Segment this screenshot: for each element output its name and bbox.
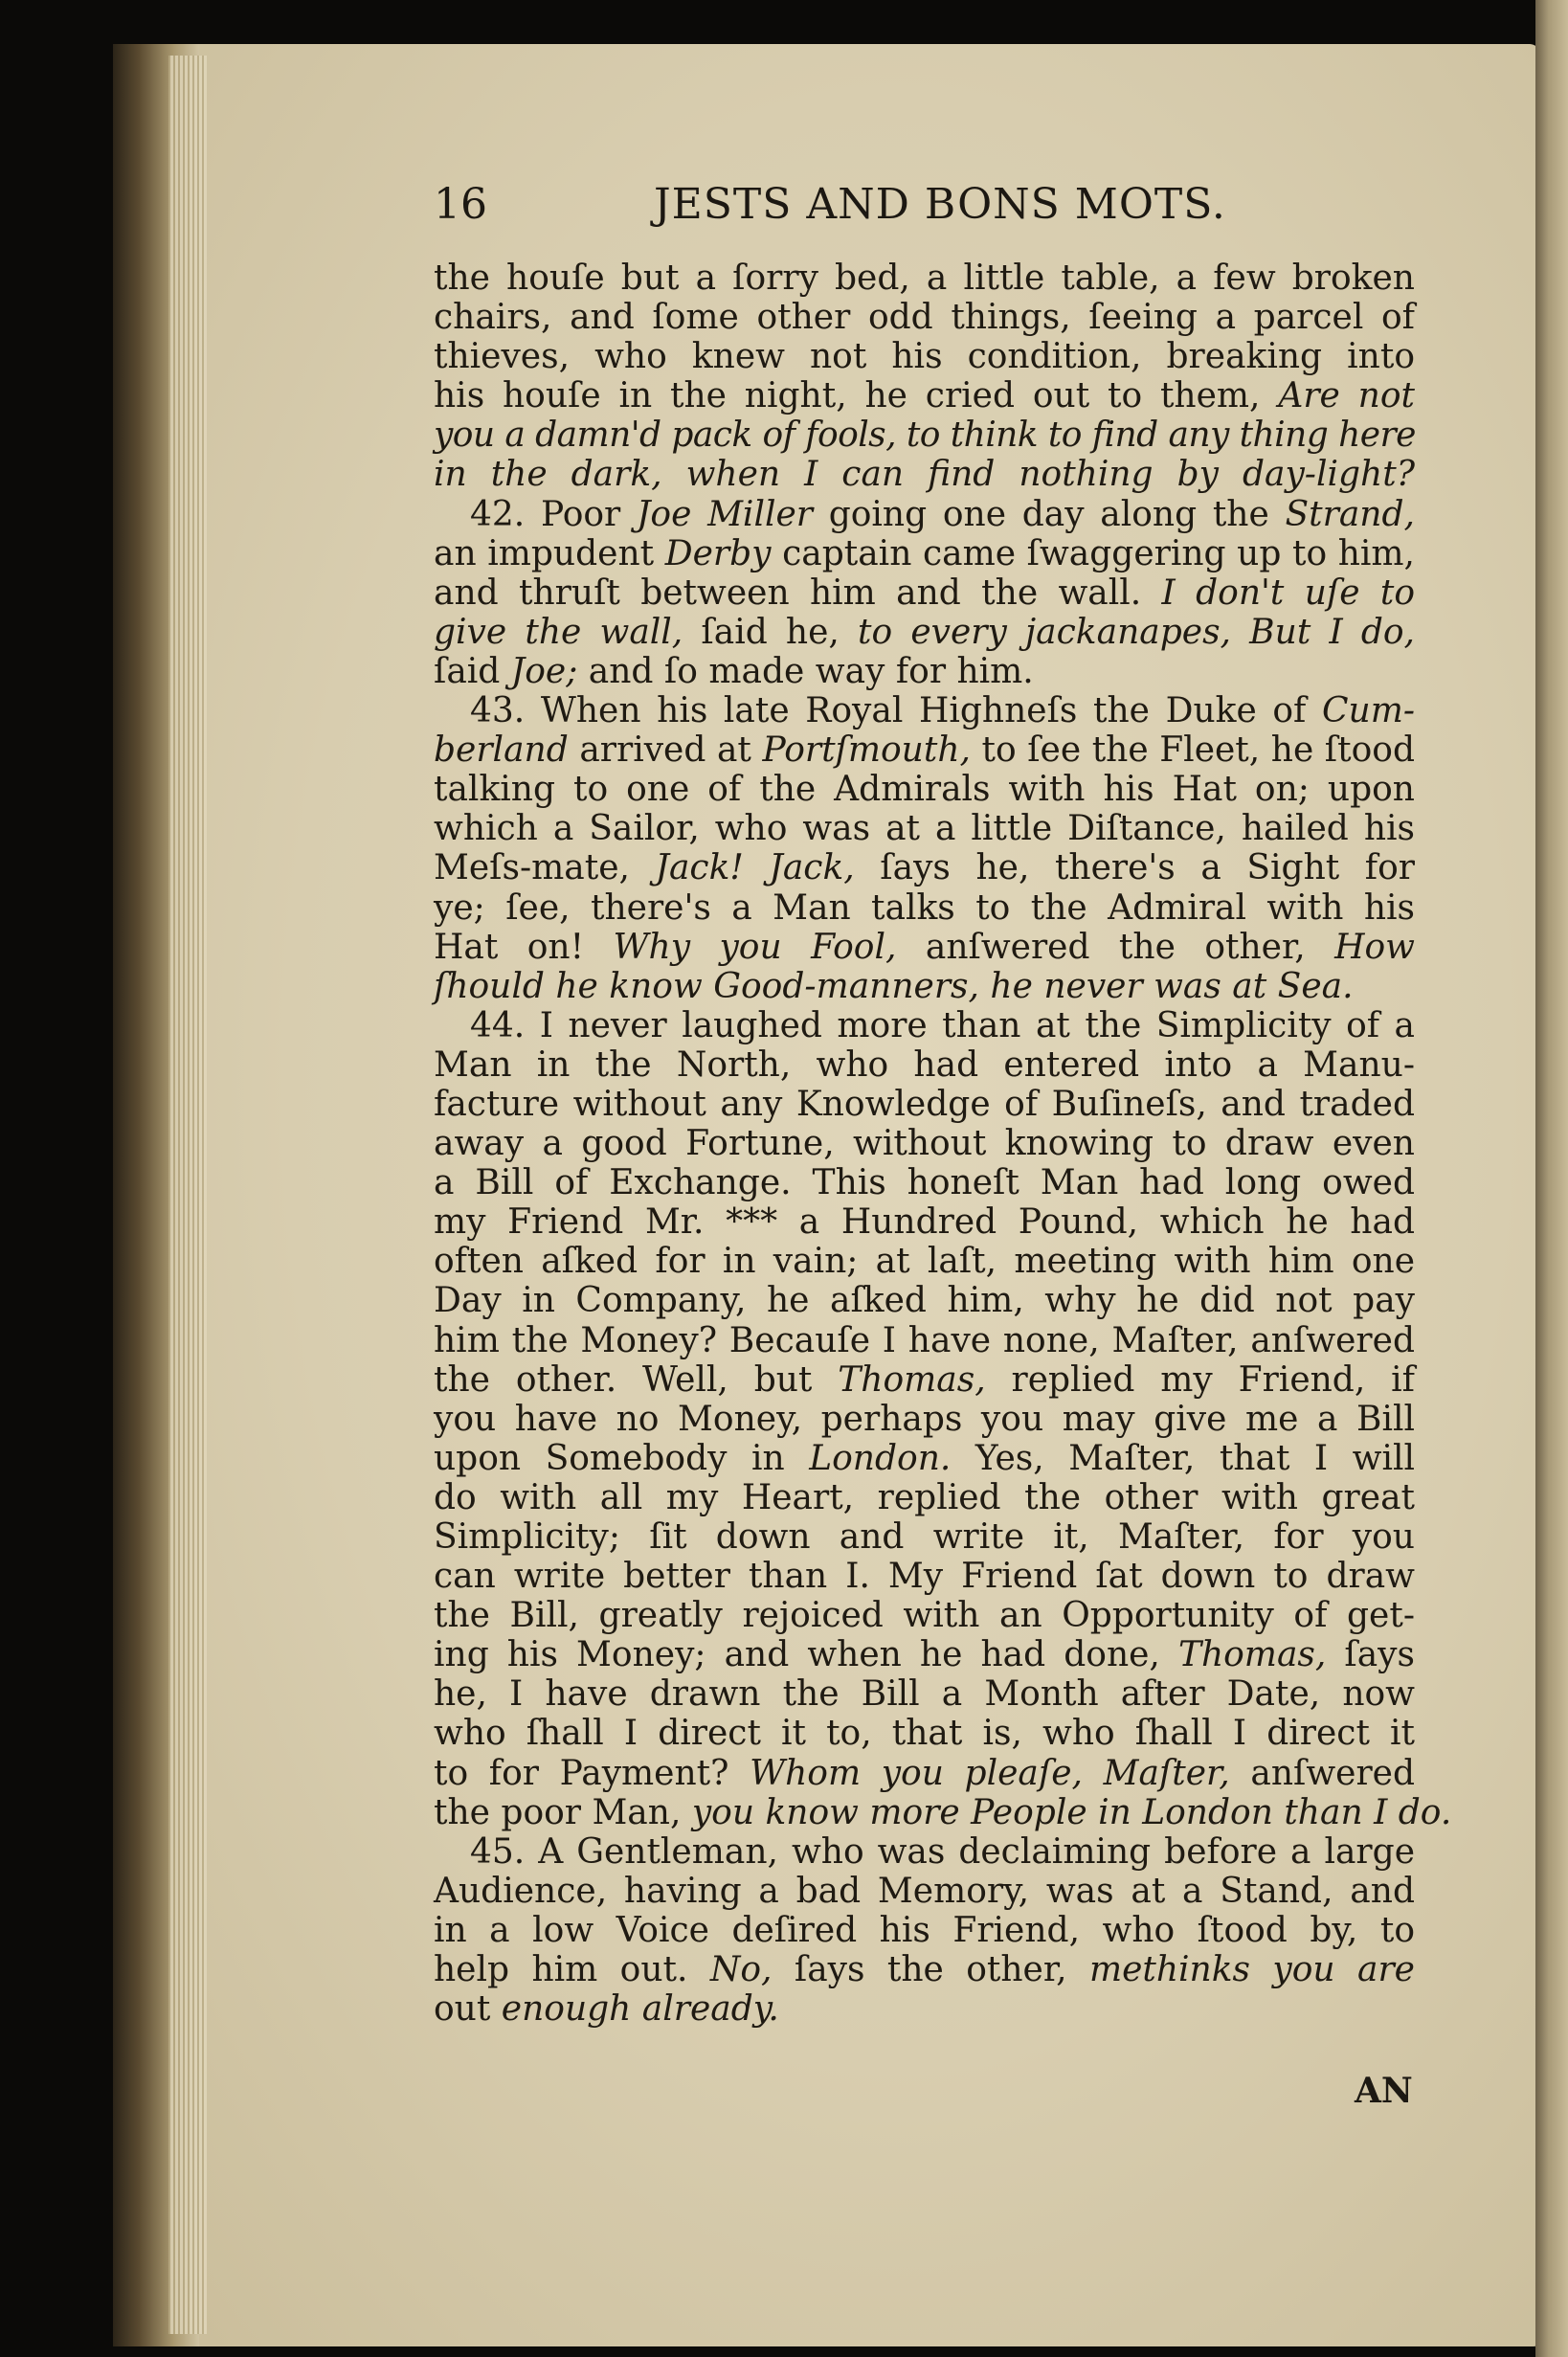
roman-text: Simplicity; ſit down and write it, Maſter, for you — [434, 1517, 1415, 1557]
roman-text: ye; ſee, there's a Man talks to the Admiral with his — [434, 887, 1415, 928]
text-line — [434, 652, 1415, 691]
italic-text: Are not — [1278, 376, 1415, 416]
text-line — [434, 1911, 1415, 1950]
text-line — [434, 1360, 1415, 1400]
italic-text: Cum- — [1321, 691, 1415, 731]
roman-text: ſaid — [434, 651, 511, 691]
text-line — [434, 1950, 1415, 1989]
roman-text: Yes, Maſter, that I will — [951, 1438, 1416, 1478]
text-line — [434, 1085, 1415, 1124]
roman-text: Day in Company, he aſked him, why he did not pay — [434, 1281, 1415, 1321]
text-line — [434, 1400, 1415, 1439]
text-line — [434, 1714, 1415, 1753]
roman-text: 45. A Gentleman, who was declaiming before a large — [470, 1831, 1415, 1872]
roman-text: you have no Money, perhaps you may give me a Bill — [434, 1399, 1415, 1439]
text-line — [434, 1517, 1415, 1557]
roman-text: him the Money? Becauſe I have none, Maſter, anſwered — [434, 1320, 1415, 1360]
text-line — [434, 691, 1415, 730]
text-line — [434, 298, 1415, 337]
roman-text: 42. Poor — [470, 494, 637, 534]
roman-text: in a low Voice deſired his Friend, who ſtood by, to — [434, 1910, 1415, 1950]
italic-text: Whom you pleaſe, Maſter, — [750, 1753, 1230, 1793]
roman-text: going one day along the — [813, 494, 1286, 534]
roman-text: to for Payment? — [434, 1753, 750, 1793]
roman-text: the poor Man, — [434, 1792, 692, 1832]
italic-text: No, — [709, 1950, 773, 1990]
roman-text: chairs, and ſome other odd things, ſeeing a parcel of — [434, 298, 1415, 338]
roman-text: my Friend Mr. *** a Hundred Pound, which he had — [434, 1202, 1415, 1243]
text-line — [434, 848, 1415, 887]
roman-text: talking to one of the Admirals with his Hat on; upon — [434, 770, 1415, 810]
text-line — [434, 928, 1415, 967]
italic-text: Thomas, — [838, 1359, 986, 1400]
italic-text: London. — [809, 1438, 952, 1478]
text-line — [434, 1674, 1415, 1714]
italic-text: Joe; — [510, 651, 578, 691]
roman-text: anſwered — [1229, 1753, 1416, 1793]
text-line — [434, 1321, 1415, 1360]
roman-text: help him out. — [434, 1950, 710, 1990]
text-line — [434, 1478, 1415, 1517]
text-line — [434, 1832, 1415, 1872]
roman-text: Hat on! — [434, 927, 614, 967]
roman-text: ſaid he, — [683, 612, 859, 652]
italic-text: to every jackanapes, But I do, — [858, 612, 1416, 652]
text-line — [434, 967, 1415, 1006]
italic-text: give the wall, — [434, 612, 683, 652]
text-line — [434, 337, 1415, 376]
facing-page-edge — [1535, 0, 1568, 2357]
roman-text: which a Sailor, who was at a little Diſtance, hailed his — [434, 809, 1415, 849]
roman-text: arrived at — [568, 730, 763, 771]
italic-text: enough already. — [501, 1989, 779, 2030]
roman-text: Man in the North, who had entered into a Manu- — [434, 1044, 1415, 1085]
text-line — [434, 258, 1415, 298]
text-line — [434, 1281, 1415, 1320]
text-line — [434, 1124, 1415, 1163]
body-text — [434, 258, 1452, 2030]
roman-text: anſwered the other, — [896, 927, 1335, 967]
italic-text: you know more People in London than I do. — [691, 1792, 1452, 1832]
text-line — [434, 1557, 1415, 1596]
roman-text: ſays — [1326, 1635, 1415, 1675]
italic-text: Strand, — [1285, 494, 1415, 534]
text-line — [434, 573, 1415, 613]
roman-text: he, I have drawn the Bill a Month after Date, now — [434, 1674, 1415, 1715]
roman-text: upon Somebody in — [434, 1438, 810, 1478]
text-line — [434, 1439, 1415, 1478]
italic-text: Derby — [664, 533, 772, 573]
text-line — [434, 1754, 1415, 1793]
roman-text: the other. Well, but — [434, 1359, 839, 1400]
italic-text: Jack! Jack, — [655, 848, 855, 888]
roman-text: facture without any Knowledge of Buſineſs, and traded — [434, 1084, 1415, 1124]
text-line — [434, 415, 1415, 455]
roman-text: a Bill of Exchange. This honeſt Man had long owed — [434, 1163, 1415, 1203]
italic-text: berland — [434, 730, 569, 771]
text-line — [434, 1596, 1415, 1635]
roman-text: out — [434, 1989, 502, 2030]
italic-text: methinks you are — [1088, 1950, 1415, 1990]
italic-text: I don't uſe to — [1161, 572, 1415, 613]
italic-text: you a damn'd pack of fools, to think to find any thing here — [434, 415, 1416, 456]
roman-text: 43. When his late Royal Highneſs the Duke of — [470, 691, 1322, 731]
text-line — [434, 455, 1415, 494]
italic-text: Thomas, — [1177, 1635, 1327, 1675]
roman-text: an impudent — [434, 533, 665, 573]
roman-text: replied my Friend, if — [985, 1359, 1415, 1400]
text-line — [434, 809, 1415, 848]
italic-text: ſhould he know Good-manners, he never was at Sea. — [434, 966, 1354, 1006]
text-line — [434, 613, 1415, 652]
text-line — [434, 1202, 1415, 1242]
text-line — [434, 1163, 1415, 1202]
roman-text: Meſs-mate, — [434, 848, 656, 888]
roman-text: ſays the other, — [772, 1950, 1089, 1990]
page-edges — [168, 56, 207, 2334]
page-number: 16 — [434, 180, 487, 229]
italic-text: Why you Fool, — [613, 927, 897, 967]
catchword: AN — [1355, 2071, 1413, 2111]
roman-text: thieves, who knew not his condition, breaking into — [434, 337, 1415, 377]
text-line — [434, 1045, 1415, 1085]
text-line — [434, 1635, 1415, 1674]
italic-text: Joe Miller — [636, 494, 813, 534]
roman-text: ing his Money; and when he had done, — [434, 1635, 1178, 1675]
running-title: JESTS AND BONS MOTS. — [654, 180, 1226, 229]
roman-text: and thruſt between him and the wall. — [434, 572, 1162, 613]
text-line — [434, 1006, 1415, 1045]
text-line — [434, 888, 1415, 928]
italic-text: Portſmouth, — [762, 730, 971, 771]
text-line — [434, 1242, 1415, 1281]
roman-text: can write better than I. My Friend ſat down to draw — [434, 1557, 1415, 1597]
roman-text: often aſked for in vain; at laſt, meeting with him one — [434, 1242, 1415, 1282]
text-line — [434, 1872, 1415, 1911]
text-line — [434, 770, 1415, 809]
text-line — [434, 1792, 1452, 1832]
roman-text: the houſe but a ſorry bed, a little table, a few broken — [434, 258, 1415, 298]
roman-text: who ſhall I direct it to, that is, who ſhall I direct it — [434, 1714, 1415, 1754]
text-line — [434, 376, 1415, 415]
text-line — [434, 1989, 1415, 2029]
roman-text: captain came ſwaggering up to him, — [771, 533, 1415, 573]
roman-text: the Bill, greatly rejoiced with an Opportunity of get- — [434, 1596, 1415, 1636]
roman-text: to ſee the Fleet, he ſtood — [970, 730, 1415, 771]
roman-text: his houſe in the night, he cried out to them, — [434, 376, 1279, 416]
roman-text: away a good Fortune, without knowing to draw even — [434, 1124, 1415, 1164]
roman-text: do with all my Heart, replied the other with great — [434, 1477, 1415, 1517]
roman-text: ſays he, there's a Sight for — [854, 848, 1416, 888]
text-line — [434, 495, 1415, 534]
roman-text: and ſo made way for him. — [577, 651, 1034, 691]
text-line — [434, 730, 1415, 770]
text-line — [434, 534, 1415, 573]
italic-text: How — [1334, 927, 1415, 967]
roman-text: Audience, having a bad Memory, was at a Stand, and — [434, 1871, 1415, 1911]
roman-text: 44. I never laughed more than at the Simplicity of a — [470, 1005, 1415, 1045]
italic-text: in the dark, when I can find nothing by day-light? — [434, 455, 1415, 495]
